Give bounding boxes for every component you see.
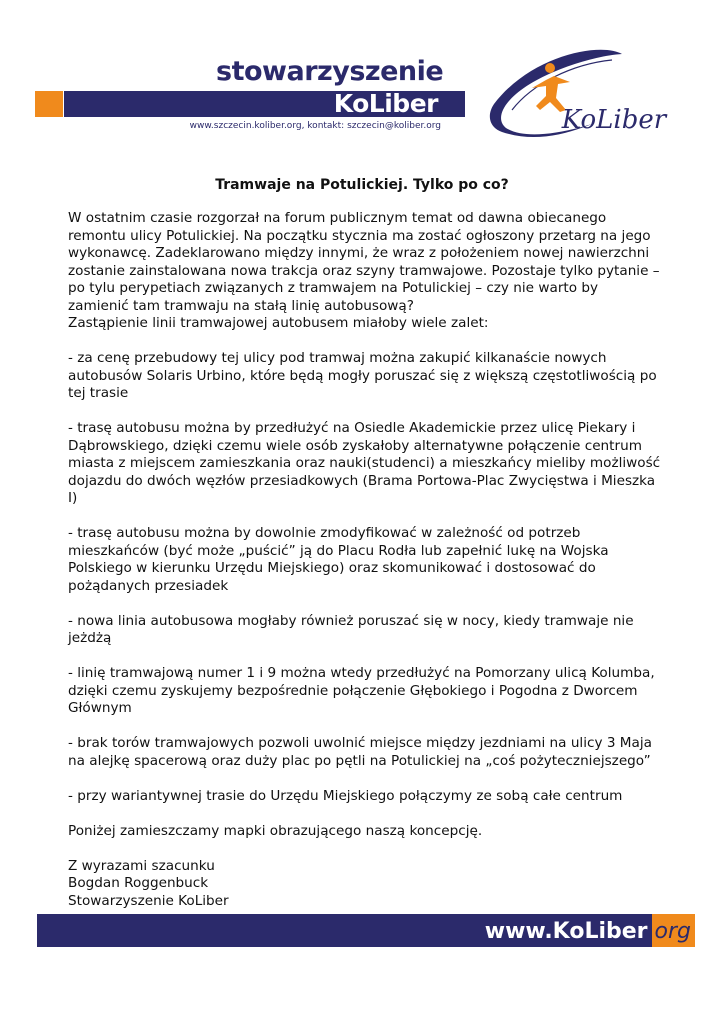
header-title-line1: stowarzyszenie [216,56,444,87]
document-title: Tramwaje na Potulickiej. Tylko po co? [215,177,509,193]
point-2: - trasę autobusu można by przedłużyć na Osiedle Akademickie przez ulicę Piekary i Dąbrowskiego, dzięki czemu wiele osób zyskałoby alternatywne połączenie centrum miasta z miejscem zamieszkania oraz nauki(studenci) a mieszkańcy mieliby możliwość dojazdu do dwóch węzłów przesiadkowych (Brama Portowa-Plac Zwycięstwa i Mieszka I) [68,420,661,506]
lead-paragraph: Zastąpienie linii tramwajowej autobusem miałoby wiele zalet: [68,315,489,331]
header-contact: www.szczecin.koliber.org, kontakt: szczecin@koliber.org [189,121,441,131]
footer-url [400,915,695,948]
point-1: - za cenę przebudowy tej ulicy pod tramwaj można zakupić kilkanaście nowych autobusów Solaris Urbino, które będą mogły poruszać się z większą częstotliwością po tej trasie [68,350,657,401]
point-3: - trasę autobusu można by dowolnie zmodyfikować w zależność od potrzeb mieszkańców (być może „puścić” ją do Placu Rodła lub zapełnić lukę na Wojska Polskiego w kierunku Urzędu Miejskiego) oraz skomunikować i dostosować do pożądanych przesiadek [68,525,609,594]
logo-wordmark: KoLiber [561,105,667,135]
point-6: - brak torów tramwajowych pozwoli uwolnić miejsce między jezdniami na ulicy 3 Maja na alejkę spacerową oraz duży plac po pętli na Potulickiej na „coś pożyteczniejszego” [68,735,652,769]
footer-url-tld: .org [647,919,691,944]
signature-greeting: Z wyrazami szacunku [68,857,215,874]
signature-name: Bogdan Roggenbuck [68,875,209,891]
point-7: - przy wariantywnej trasie do Urzędu Miejskiego połączymy ze sobą całe centrum [68,787,623,804]
intro-paragraph: W ostatnim czasie rozgorzał na forum publicznym temat od dawna obiecanego remontu ulicy Potulickiej. Na początku stycznia ma zostać ogłoszony przetarg na jego wykonawcę. Zadeklarowano między innymi, że wraz z położeniem nowej nawierzchni zostanie zainstalowana nowa trakcja oraz szyny tramwajowe. Pozostaje tylko pytanie – po tylu perypetiach związanych z tramwajem na Potulickiej – czy nie warto by zamienić tam tramwaju na stałą linię autobusową? [68,210,660,314]
closing-note: Poniżej zamieszczamy mapki obrazującego naszą koncepcję. [68,822,483,839]
document-body [68,210,662,910]
point-4: - nowa linia autobusowa mogłaby również poruszać się w nocy, kiedy tramwaje nie jeżdżą [68,612,634,646]
signature-org: Stowarzyszenie KoLiber [68,892,229,909]
header-accent-orange [35,91,63,117]
footer-url-main: www.KoLiber [484,919,648,944]
header-title-line2: KoLiber [333,89,438,118]
koliber-logo-icon [472,44,667,152]
point-5: - linię tramwajową numer 1 i 9 można wtedy przedłużyć na Pomorzany ulicą Kolumba, dzięki czemu zyskujemy bezpośrednie połączenie Głębokiego i Pogodna z Dworcem Głównym [68,665,655,716]
